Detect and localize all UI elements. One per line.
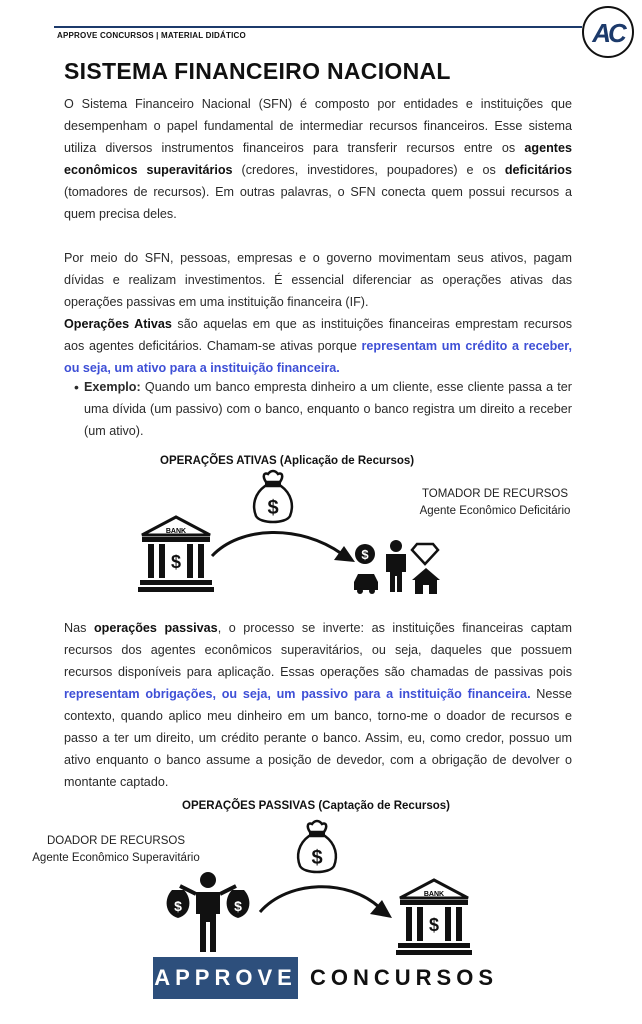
example-bullet: • Exemplo: Quando um banco empresta dinheiro a um cliente, esse cliente passa a ter uma dívida (um passivo) com o banco, enquanto o banco registra um direito a receber (um ativo). xyxy=(74,376,572,442)
borrower-icon xyxy=(352,538,444,596)
diagram2-label-subtitle: Agente Econômico Superavitário xyxy=(32,852,200,864)
svg-text:$: $ xyxy=(170,552,182,572)
svg-text:$: $ xyxy=(311,847,323,869)
diagram2-label-title: DOADOR DE RECURSOS xyxy=(46,835,186,847)
active-ops-paragraph: Operações Ativas são aquelas em que as instituições financeiras emprestam recursos aos agentes deficitários. Chamam-se ativas porque representam um crédito a receber, ou seja, um ativo para a instituição financeira. xyxy=(64,317,572,375)
svg-text:$: $ xyxy=(174,898,182,914)
svg-text:$: $ xyxy=(234,898,242,914)
diagram2-caption: OPERAÇÕES PASSIVAS (Captação de Recursos) xyxy=(182,800,450,812)
sfn-paragraph: Por meio do SFN, pessoas, empresas e o governo movimentam seus ativos, pagam dívidas e realizam investimentos. É essencial diferenciar as operações ativas das operações passivas em uma instituição financeira (IF). xyxy=(64,251,572,309)
svg-text:BANK: BANK xyxy=(423,891,445,898)
header-divider xyxy=(54,26,582,28)
header-brand: APPROVE CONCURSOS | MATERIAL DIDÁTICO xyxy=(57,31,246,40)
arrow-icon-2 xyxy=(258,882,398,924)
svg-text:$: $ xyxy=(428,915,440,935)
ac-logo xyxy=(582,6,634,58)
diagram1-label-title: TOMADOR DE RECURSOS xyxy=(421,488,569,500)
diagram1-caption: OPERAÇÕES ATIVAS (Aplicação de Recursos) xyxy=(160,455,415,467)
svg-text:BANK: BANK xyxy=(165,528,187,535)
money-bag-icon-2 xyxy=(296,820,338,876)
money-bag-icon xyxy=(252,470,294,526)
diagram1-label-subtitle: Agente Econômico Deficitário xyxy=(419,505,571,517)
footer-brand-text: CONCURSOS xyxy=(310,965,499,990)
passive-ops-paragraph: Nas operações passivas, o processo se inverte: as instituições financeiras captam recursos dos agentes econômicos superavitários, ou seja, daqueles que possuem recursos disponíveis para aplicação. Essas operações são chamadas de passivas pois representam obrigações, ou seja, um passivo para a instituição financeira. Nesse contexto, quando aplico meu dinheiro em um banco, torno-me o doador de recursos e passo a ter um direito, um crédito perante o banco. Assim, eu, como credor, possuo um ativo enquanto o banco assume a posição de devedor, com a obrigação de devolver o montante captado. xyxy=(64,621,572,789)
bank-icon xyxy=(138,515,214,593)
donor-icon xyxy=(162,870,254,956)
page-title: SISTEMA FINANCEIRO NACIONAL xyxy=(64,58,451,84)
bank-icon-2 xyxy=(396,878,472,956)
svg-text:$: $ xyxy=(361,547,369,562)
intro-paragraph: O Sistema Financeiro Nacional (SFN) é composto por entidades e instituições que desempenham o papel fundamental de intermediar recursos financeiros. Esse sistema utiliza diversos instrumentos financeiros para transferir recursos entre os agentes econômicos superavitários (credores, investidores, poupadores) e os deficitários (tomadores de recursos). Em outras palavras, o SFN conecta quem possui recursos a quem precisa deles. xyxy=(64,97,572,221)
logo-text: AC xyxy=(592,18,624,48)
footer-brand-box: APPROVE xyxy=(153,957,298,999)
bullet-dot: • xyxy=(74,379,79,395)
svg-text:$: $ xyxy=(267,497,279,519)
arrow-icon xyxy=(210,528,360,568)
